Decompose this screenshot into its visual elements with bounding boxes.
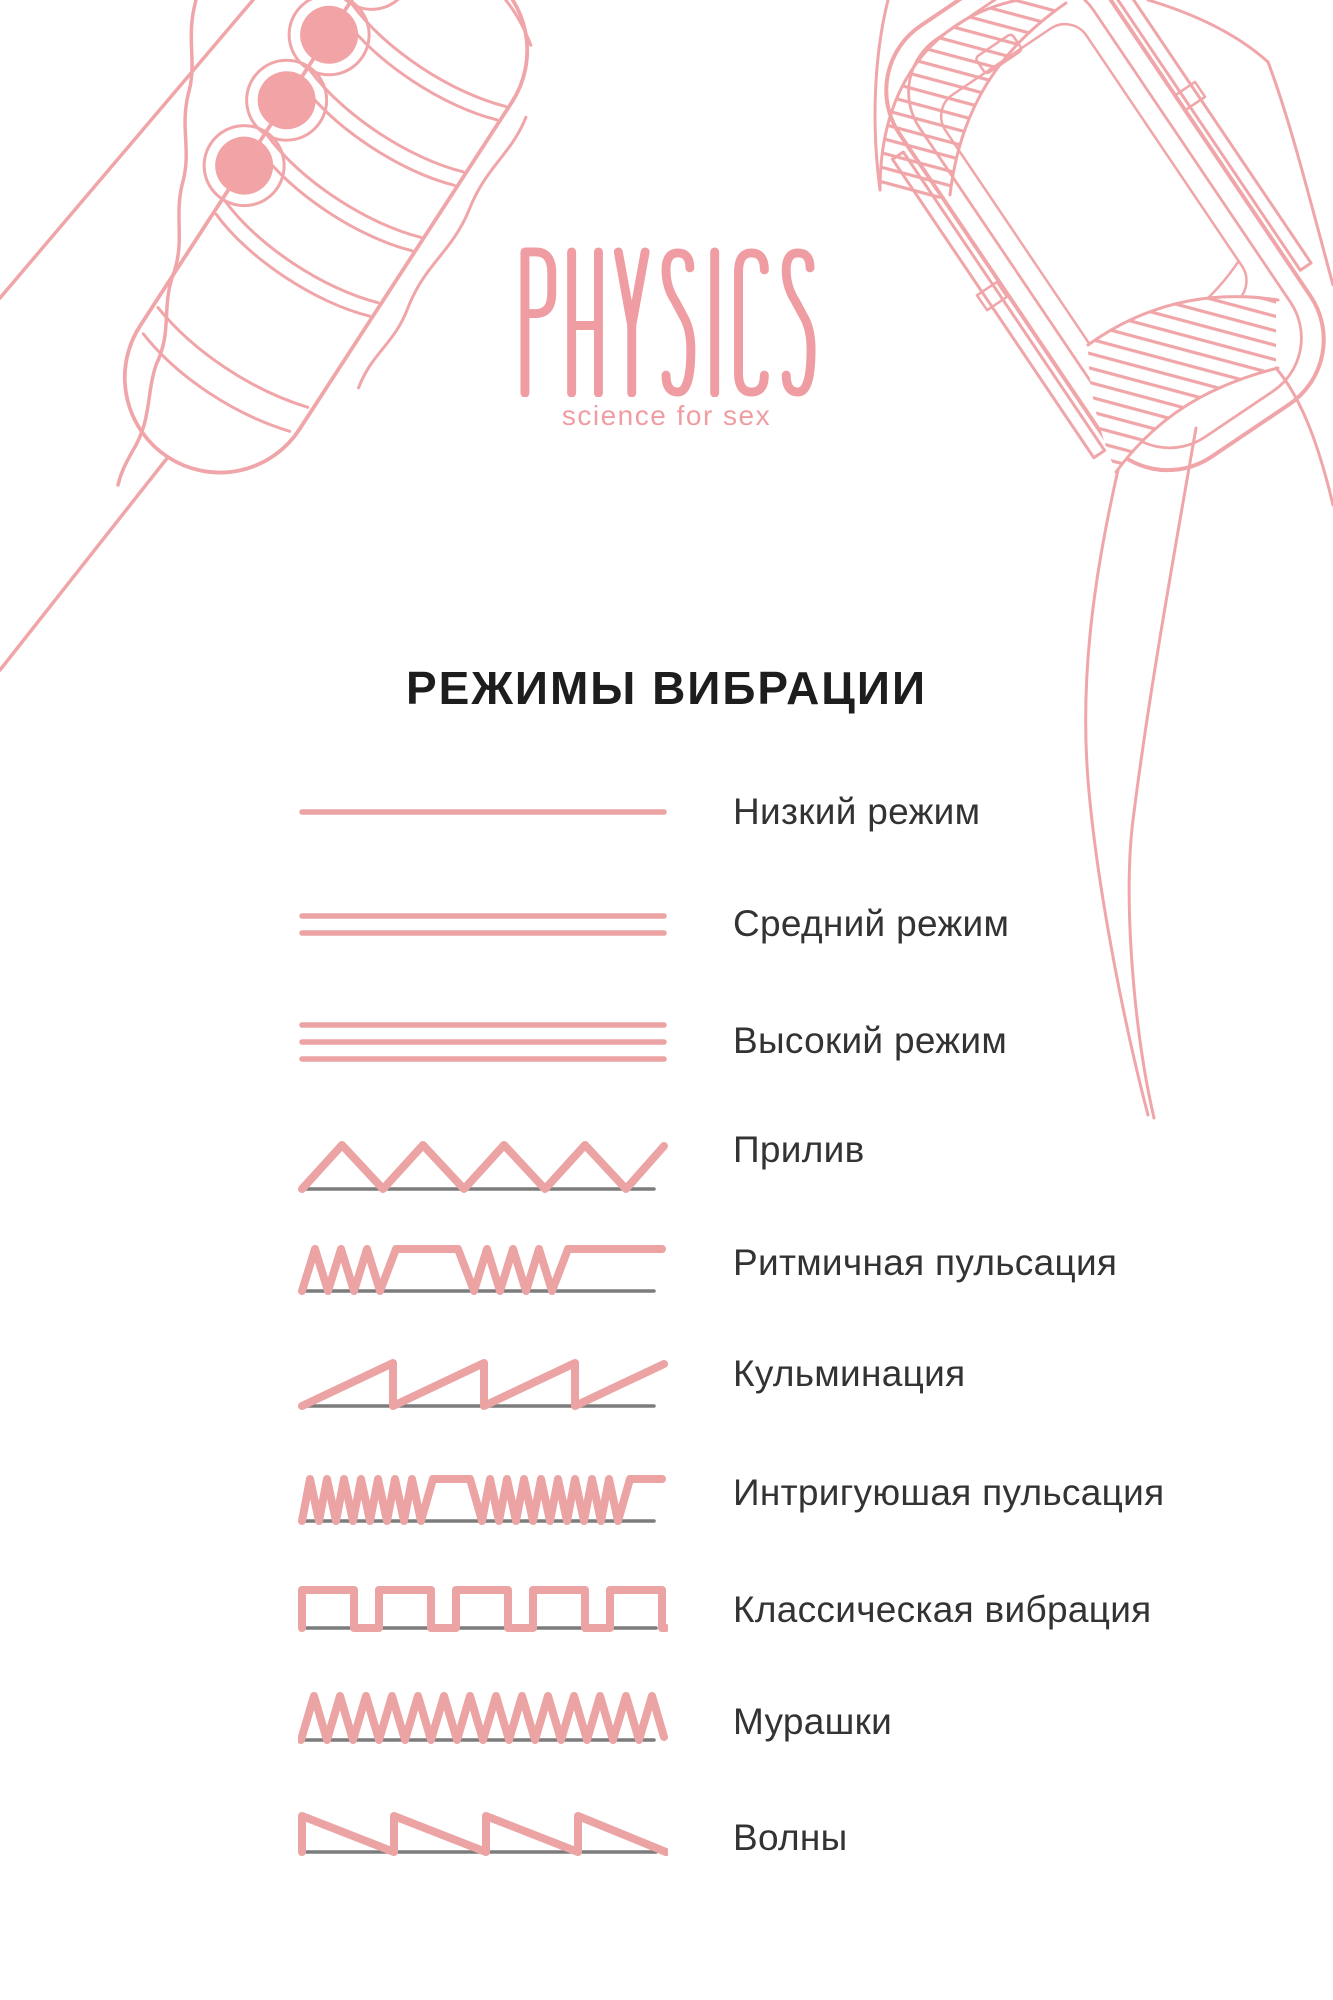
- bottom-band-top-edge: [1088, 297, 1278, 345]
- top-band-left-edge: [880, 0, 1018, 190]
- mode-label: Интригуюшая пульсация: [733, 1472, 1165, 1513]
- waveform-rhythmic-pulse: [298, 1235, 668, 1299]
- top-right-curve: [1148, 0, 1333, 285]
- left-diagonal-line: [0, 0, 253, 298]
- waveform-low-mode: [298, 780, 668, 844]
- long-sweep-left: [1086, 470, 1148, 1115]
- waveform-intriguing-pulse: [298, 1465, 668, 1529]
- device-right-scallop: [352, 117, 532, 388]
- mode-label: Мурашки: [733, 1701, 893, 1742]
- logo-letter-S: [666, 253, 691, 392]
- brand-tagline: science for sex: [561, 400, 772, 431]
- left-rail-notch: [977, 282, 1007, 310]
- device-dome-inner-line: [398, 0, 547, 45]
- battery-terminal: [975, 33, 1023, 74]
- mode-label: Низкий режим: [733, 791, 981, 832]
- mode-label: Прилив: [733, 1129, 865, 1170]
- battery-bottom-seam: [1098, 261, 1248, 370]
- waveform-medium-mode: [298, 892, 668, 956]
- device-body-outline: [88, 0, 560, 509]
- page-title: РЕЖИМЫ ВИБРАЦИИ: [405, 661, 928, 714]
- waveform-classic-vibration: [298, 1572, 668, 1636]
- mode-label: Высокий режим: [733, 1020, 1008, 1061]
- waveform-high-mode: [298, 1009, 668, 1073]
- mode-label: Волны: [733, 1817, 848, 1858]
- device-bumps: [189, 0, 427, 221]
- battery: [931, 14, 1256, 383]
- left-device-illustration: [0, 0, 560, 760]
- battery-bottom-loop: [1170, 322, 1213, 363]
- mode-label: Классическая вибрация: [733, 1589, 1152, 1630]
- long-sweep-right: [1129, 428, 1196, 1118]
- right-exit-curve: [1276, 368, 1333, 505]
- logo-letter-Y: [618, 252, 645, 393]
- logo-letter-H: [572, 252, 599, 393]
- logo-letter-C: [739, 253, 765, 392]
- top-outer-curve: [875, 0, 888, 190]
- waveform-climax: [298, 1350, 668, 1414]
- waveform-waves: [298, 1796, 668, 1860]
- mode-label: Ритмичная пульсация: [733, 1242, 1118, 1283]
- logo-letter-S2: [786, 253, 811, 392]
- top-band-right-edge: [950, 3, 1066, 195]
- logo-letter-P: [525, 252, 552, 393]
- waveform-goosebumps: [298, 1684, 668, 1748]
- waveform-tide: [298, 1133, 668, 1197]
- brand-logo: [517, 246, 817, 397]
- right-device-illustration: [588, 0, 1333, 1150]
- bottom-rib-band: [1088, 295, 1276, 472]
- top-rib-band: [880, 0, 1066, 201]
- mode-label: Средний режим: [733, 903, 1010, 944]
- mode-label: Кульминация: [733, 1353, 966, 1394]
- right-rail: [1099, 0, 1311, 270]
- right-rail-notch: [1175, 82, 1205, 110]
- device-ridges: [208, 5, 507, 328]
- left-tail-line: [0, 457, 168, 670]
